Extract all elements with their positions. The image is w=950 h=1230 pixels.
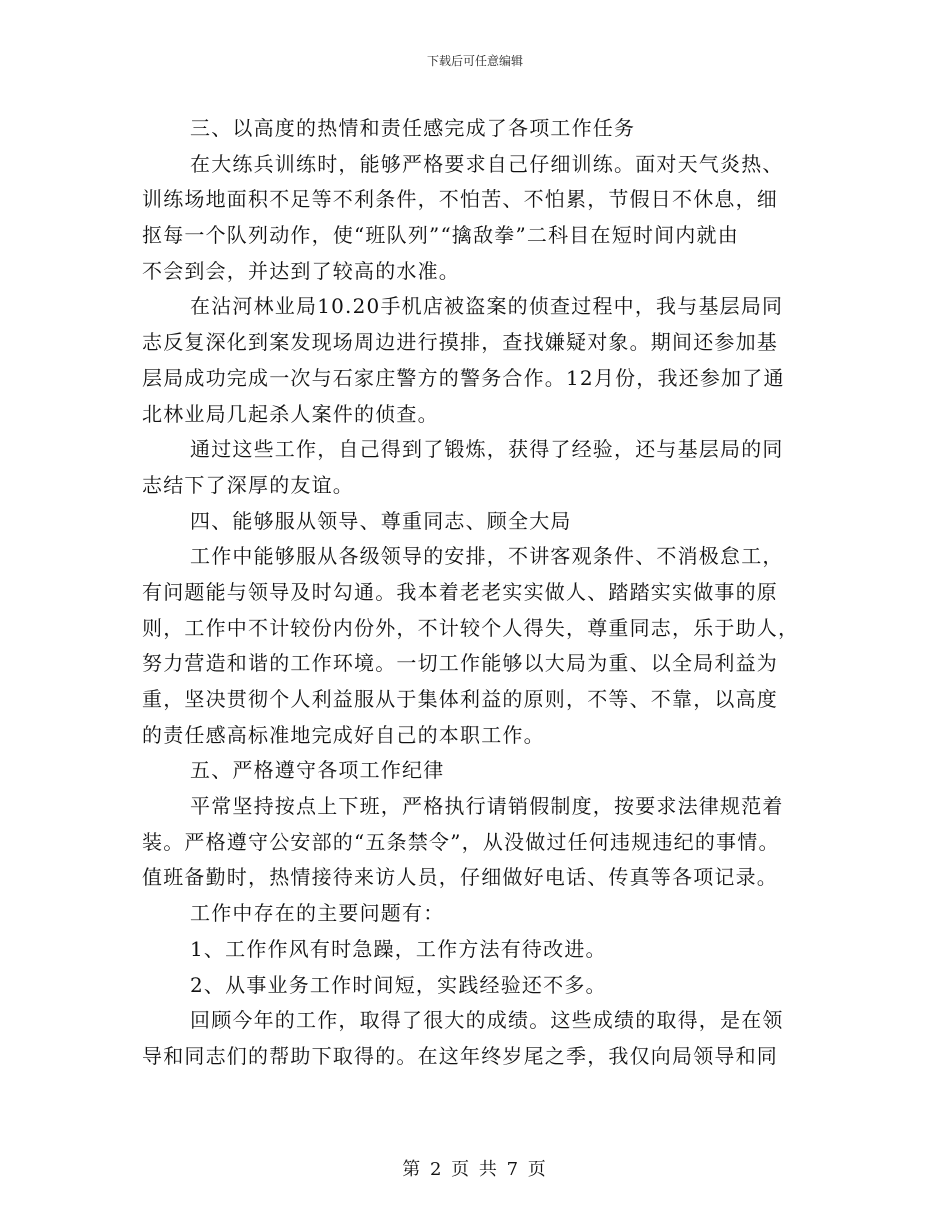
text-line: 2、从事业务工作时间短，实践经验还不多。 xyxy=(190,972,607,997)
text-line: 重，坚决贯彻个人利益服从于集体利益的原则，不等、不靠，以高度 xyxy=(142,687,778,711)
text-line: 值班备勤时，热情接待来访人员，仔细做好电话、传真等各项记录。 xyxy=(142,865,778,890)
text-line: 通过这些工作，自己得到了锻炼，获得了经验，还与基层局的同 xyxy=(190,437,784,462)
text-line: 不会到会，并达到了较高的水准。 xyxy=(142,258,460,283)
text-line: 在大练兵训练时，能够严格要求自己仔细训练。面对天气炎热、 xyxy=(190,151,784,176)
text-line: 工作中存在的主要问题有： xyxy=(190,901,445,926)
text-line: 四、能够服从领导、尊重同志、顾全大局 xyxy=(190,508,572,533)
text-line: 训练场地面积不足等不利条件，不怕苦、不怕累，节假日不休息，细 xyxy=(142,187,778,212)
text-line: 1、工作作风有时急躁，工作方法有待改进。 xyxy=(190,936,607,961)
text-line: 北林业局几起杀人案件的侦查。 xyxy=(142,401,439,426)
text-line: 在沾河林业局10.20手机店被盗案的侦查过程中，我与基层局同 xyxy=(190,294,784,319)
text-line: 三、以高度的热情和责任感完成了各项工作任务 xyxy=(190,116,636,140)
text-line: 五、严格遵守各项工作纪律 xyxy=(190,758,445,783)
text-line: 层局成功完成一次与石家庄警方的警务合作。12月份，我还参加了通 xyxy=(142,365,785,390)
text-line: 回顾今年的工作，取得了很大的成绩。这些成绩的取得，是在领 xyxy=(190,1008,784,1033)
text-line: 有问题能与领导及时勾通。我本着老老实实做人、踏踏实实做事的原 xyxy=(142,579,778,604)
text-line: 导和同志们的帮助下取得的。在这年终岁尾之季，我仅向局领导和同 xyxy=(142,1043,778,1068)
text-line: 志结下了深厚的友谊。 xyxy=(142,472,354,497)
text-line: 则，工作中不计较份内份外，不计较个人得失，尊重同志，乐于助人， xyxy=(142,615,800,640)
text-line: 工作中能够服从各级领导的安排，不讲客观条件、不消极怠工， xyxy=(190,544,784,569)
page-footer: 第 2 页 共 7 页 xyxy=(402,1159,548,1180)
text-line: 志反复深化到案发现场周边进行摸排，查找嫌疑对象。期间还参加基 xyxy=(142,330,778,355)
text-line: 装。严格遵守公安部的“五条禁令”，从没做过任何违规违纪的事情。 xyxy=(142,829,780,854)
text-line: 抠每一个队列动作，使“班队列”“擒敌拳”二科目在短时间内就由 xyxy=(142,223,739,248)
text-line: 的责任感高标准地完成好自己的本职工作。 xyxy=(142,722,545,747)
text-line: 努力营造和谐的工作环境。一切工作能够以大局为重、以全局利益为 xyxy=(142,651,778,676)
body-text xyxy=(142,111,814,1075)
text-line: 平常坚持按点上下班，严格执行请销假制度，按要求法律规范着 xyxy=(190,794,784,819)
page-header: 下载后可任意编辑 xyxy=(426,54,523,68)
